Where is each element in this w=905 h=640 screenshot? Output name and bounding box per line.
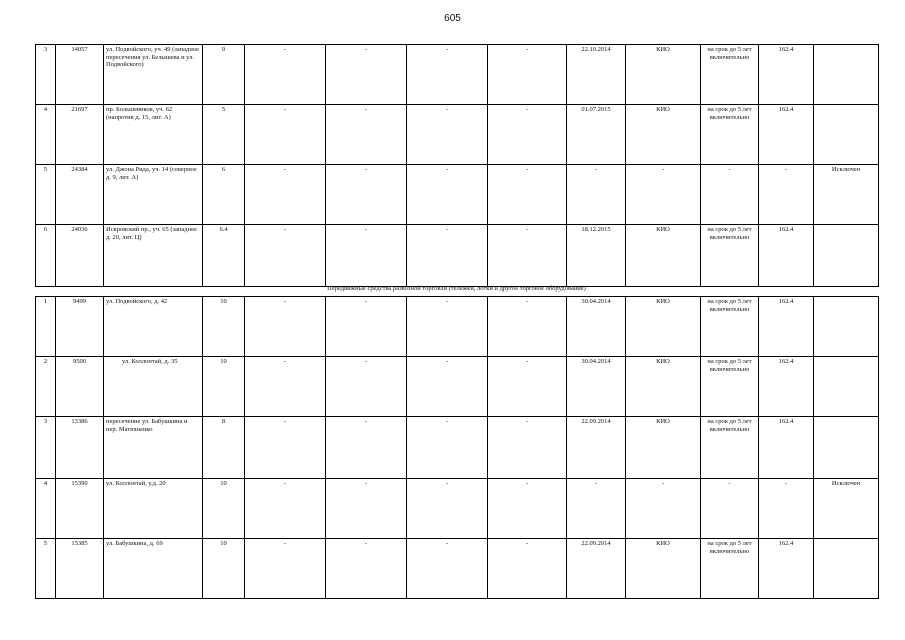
cell-code: 162.4 (759, 539, 814, 599)
cell-col-5: - (245, 105, 326, 165)
table-row (36, 105, 879, 165)
cell-place-id: 15390 (56, 479, 104, 539)
cell-col-5: - (245, 357, 326, 417)
cell-note (814, 225, 879, 287)
cell-code: 162.4 (759, 357, 814, 417)
cell-code: 162.4 (759, 105, 814, 165)
cell-note (814, 105, 879, 165)
cell-authority: КИО (626, 539, 701, 599)
cell-date: 30.04.2014 (567, 297, 626, 357)
cell-address: пр. Большевиков, уч. 62 (напротив д. 15, лит. А) (104, 105, 203, 165)
cell-row-number: 3 (36, 45, 56, 105)
cell-area: 10 (203, 539, 245, 599)
cell-code: 162.4 (759, 225, 814, 287)
cell-term: на срок до 5 лет включительно (701, 357, 759, 417)
table-row (36, 45, 879, 105)
cell-area: 9 (203, 45, 245, 105)
cell-col-5: - (245, 539, 326, 599)
cell-col-6: - (326, 539, 407, 599)
cell-address: ул. Подвойского, д. 42 (104, 297, 203, 357)
cell-authority: КИО (626, 297, 701, 357)
cell-authority: КИО (626, 357, 701, 417)
cell-authority: - (626, 165, 701, 225)
cell-col-5: - (245, 417, 326, 479)
cell-address: ул. Подвойского, уч. 49 (западное пересечения ул. Белышева и ул. Подвойского) (104, 45, 203, 105)
cell-date: 22.09.2014 (567, 417, 626, 479)
cell-code: - (759, 479, 814, 539)
cell-col-8: - (488, 539, 567, 599)
cell-note (814, 417, 879, 479)
cell-code: 162.4 (759, 45, 814, 105)
registry-table-block-2 (35, 296, 879, 599)
cell-term: на срок до 5 лет включительно (701, 105, 759, 165)
cell-col-7: - (407, 357, 488, 417)
section-heading: Передвижные средства развозной торговли (тележки, лотки и другое торговое оборудование) (327, 285, 586, 292)
cell-term: на срок до 5 лет включительно (701, 225, 759, 287)
cell-note (814, 45, 879, 105)
cell-note: Исключен (814, 479, 879, 539)
cell-note (814, 297, 879, 357)
cell-col-7: - (407, 539, 488, 599)
cell-col-7: - (407, 417, 488, 479)
table-row (36, 417, 879, 479)
cell-col-8: - (488, 45, 567, 105)
cell-row-number: 3 (36, 417, 56, 479)
cell-place-id: 24036 (56, 225, 104, 287)
cell-authority: КИО (626, 45, 701, 105)
table-row (36, 225, 879, 287)
cell-row-number: 4 (36, 105, 56, 165)
cell-place-id: 9499 (56, 297, 104, 357)
cell-col-7: - (407, 225, 488, 287)
registry-table-block-1 (35, 44, 879, 287)
cell-col-5: - (245, 45, 326, 105)
cell-row-number: 4 (36, 479, 56, 539)
cell-date: 22.10.2014 (567, 45, 626, 105)
cell-col-5: - (245, 165, 326, 225)
cell-place-id: 14057 (56, 45, 104, 105)
cell-area: 5 (203, 105, 245, 165)
cell-term: на срок до 5 лет включительно (701, 45, 759, 105)
cell-term: - (701, 479, 759, 539)
cell-code: 162.4 (759, 297, 814, 357)
cell-col-6: - (326, 417, 407, 479)
cell-area: 6.4 (203, 225, 245, 287)
cell-authority: КИО (626, 225, 701, 287)
cell-row-number: 5 (36, 539, 56, 599)
cell-note (814, 539, 879, 599)
cell-place-id: 21697 (56, 105, 104, 165)
cell-col-8: - (488, 165, 567, 225)
cell-date: - (567, 165, 626, 225)
cell-code: 162.4 (759, 417, 814, 479)
cell-code: - (759, 165, 814, 225)
cell-place-id: 15385 (56, 539, 104, 599)
cell-col-6: - (326, 297, 407, 357)
page-number: 605 (444, 13, 461, 24)
cell-place-id: 24384 (56, 165, 104, 225)
cell-row-number: 1 (36, 297, 56, 357)
cell-address: Искровский пр., уч. 65 (западнее д. 20, лит. Ц) (104, 225, 203, 287)
cell-term: - (701, 165, 759, 225)
cell-address: ул. Коллонтай, д. 35 (104, 357, 203, 417)
table-row (36, 165, 879, 225)
cell-col-8: - (488, 417, 567, 479)
cell-row-number: 6 (36, 225, 56, 287)
cell-area: 10 (203, 479, 245, 539)
cell-place-id: 9500 (56, 357, 104, 417)
cell-address: ул. Коллонтай, у.д. 20 (104, 479, 203, 539)
cell-date: 30.04.2014 (567, 357, 626, 417)
cell-col-5: - (245, 225, 326, 287)
cell-col-7: - (407, 297, 488, 357)
cell-col-8: - (488, 297, 567, 357)
cell-area: 10 (203, 297, 245, 357)
cell-col-7: - (407, 479, 488, 539)
table-row (36, 297, 879, 357)
table-row (36, 357, 879, 417)
cell-col-8: - (488, 225, 567, 287)
cell-col-6: - (326, 357, 407, 417)
cell-place-id: 13386 (56, 417, 104, 479)
cell-col-6: - (326, 105, 407, 165)
cell-col-6: - (326, 479, 407, 539)
cell-col-5: - (245, 297, 326, 357)
cell-authority: - (626, 479, 701, 539)
cell-term: на срок до 5 лет включительно (701, 539, 759, 599)
cell-date: - (567, 479, 626, 539)
cell-row-number: 5 (36, 165, 56, 225)
cell-address: пересечение ул. Бабушкина и пер. Матюшенко (104, 417, 203, 479)
table-row (36, 479, 879, 539)
cell-col-8: - (488, 357, 567, 417)
cell-col-6: - (326, 165, 407, 225)
cell-row-number: 2 (36, 357, 56, 417)
cell-date: 01.07.2015 (567, 105, 626, 165)
cell-note (814, 357, 879, 417)
cell-col-8: - (488, 105, 567, 165)
table-row (36, 539, 879, 599)
cell-authority: КИО (626, 105, 701, 165)
cell-col-7: - (407, 45, 488, 105)
cell-address: ул. Джона Рида, уч. 14 (северное д. 9, лит. А) (104, 165, 203, 225)
cell-note: Исключен (814, 165, 879, 225)
cell-date: 18.12.2015 (567, 225, 626, 287)
cell-authority: КИО (626, 417, 701, 479)
cell-col-5: - (245, 479, 326, 539)
cell-address: ул. Бабушкина, д. 69 (104, 539, 203, 599)
cell-term: на срок до 5 лет включительно (701, 297, 759, 357)
cell-area: 8 (203, 417, 245, 479)
cell-col-8: - (488, 479, 567, 539)
cell-term: на срок до 5 лет включительно (701, 417, 759, 479)
cell-area: 6 (203, 165, 245, 225)
cell-col-7: - (407, 165, 488, 225)
cell-area: 10 (203, 357, 245, 417)
cell-date: 22.09.2014 (567, 539, 626, 599)
cell-col-7: - (407, 105, 488, 165)
cell-col-6: - (326, 225, 407, 287)
cell-col-6: - (326, 45, 407, 105)
